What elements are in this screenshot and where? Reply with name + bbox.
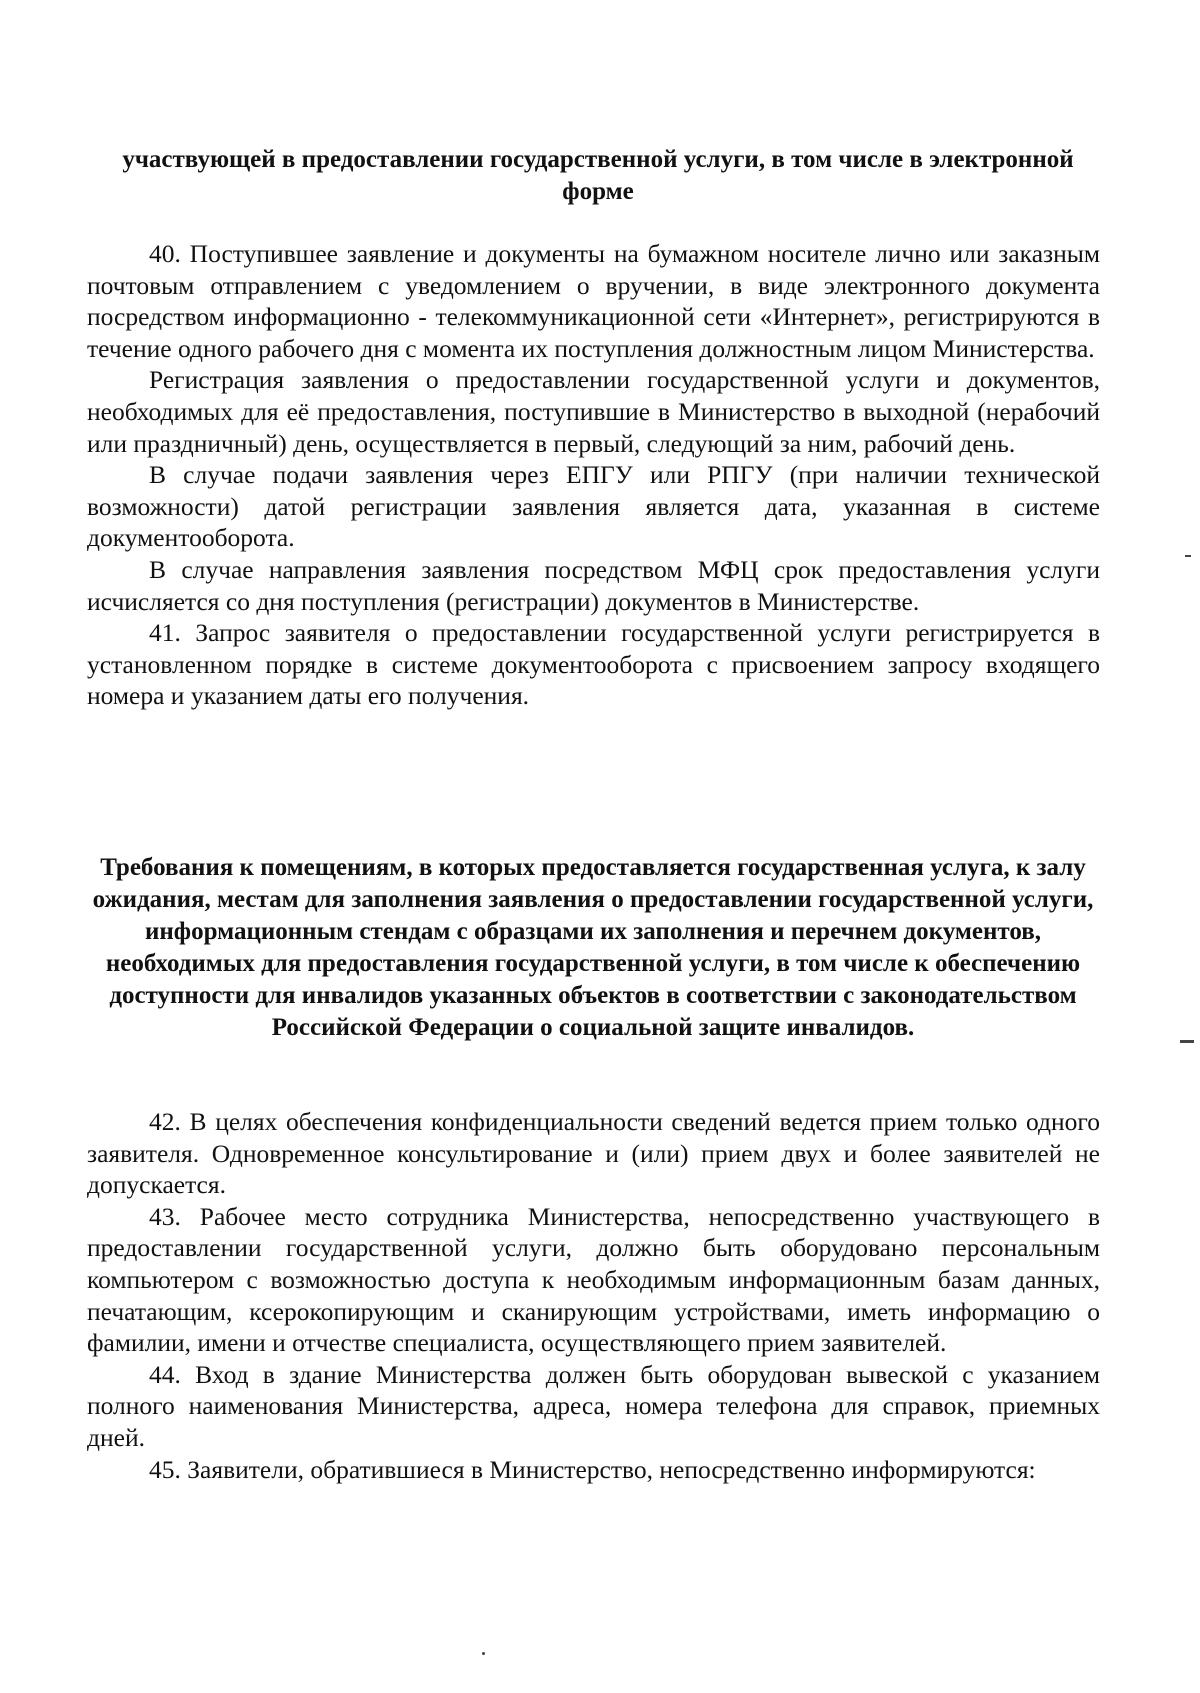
paragraph-mfc: В случае направления заявления посредством МФЦ срок предоставления услуги исчисляется со дня поступления (регистрации) документов в Министерстве. [87,554,1100,616]
paragraph-40: 40. Поступившее заявление и документы на бумажном носителе лично или заказным почтовым отправлением с уведомлением о вручении, в виде электронного документа посредством информационно - телекоммуникационной сети «Интернет», регистрируются в течение одного рабочего дня с момента их поступления должностным лицом Министерства. [87,239,1100,363]
scan-artifact-mark [1185,555,1191,557]
paragraph-epgu-rpgu: В случае подачи заявления через ЕПГУ или РПГУ (при наличии технической возможности) датой регистрации заявления является дата, указанная в системе документооборота. [87,460,1100,553]
paragraph-43: 43. Рабочее место сотрудника Министерства, непосредственно участвующего в предоставлении государственной услуги, должно быть оборудовано персональным компьютером с возможностью доступа к необходимым информационным базам данных, печатающим, ксерокопирующим и сканирующим устройствами, иметь информацию о фамилии, имени и отчестве специалиста, осуществляющего прием заявителей. [87,1201,1100,1358]
section-body-premises [87,1106,1100,1485]
section-body-registration [87,238,1100,712]
section-heading-premises-requirements: Требования к помещениям, в которых предоставляется государственная услуга, к залу ожидания, местам для заполнения заявления о предоставлении государственной услуги, информационным стендам с образцами их заполнения и перечнем документов, необходимых для предоставления государственной услуги, в том числе к обеспечению доступности для инвалидов указанных объектов в соответствии с законодательством Российской Федерации о социальной защите инвалидов. [92,854,1094,1041]
paragraph-44: 44. Вход в здание Министерства должен быть оборудован вывеской с указанием полного наименования Министерства, адреса, номера телефона для справок, приемных дней. [87,1359,1100,1452]
scan-artifact-dot [482,1652,485,1655]
scan-artifact-mark [1180,1040,1194,1043]
paragraph-42: 42. В целях обеспечения конфиденциальности сведений ведется прием только одного заявителя. Одновременное консультирование и (или) прием двух и более заявителей не допускается. [87,1107,1100,1200]
paragraph-41: 41. Запрос заявителя о предоставлении государственной услуги регистрируется в установленном порядке в системе документооборота с присвоением запросу входящего номера и указанием даты его получения. [87,618,1100,711]
section-heading-continuation: участвующей в предоставлении государственной услуги, в том числе в электронной форме [122,146,1074,205]
paragraph-45: 45. Заявители, обратившиеся в Министерство, непосредственно информируются: [149,1454,1036,1484]
paragraph-registration-holidays: Регистрация заявления о предоставлении государственной услуги и документов, необходимых для её предоставления, поступившие в Министерство в выходной (нерабочий или праздничный) день, осуществляется в первый, следующий за ним, рабочий день. [87,365,1100,458]
